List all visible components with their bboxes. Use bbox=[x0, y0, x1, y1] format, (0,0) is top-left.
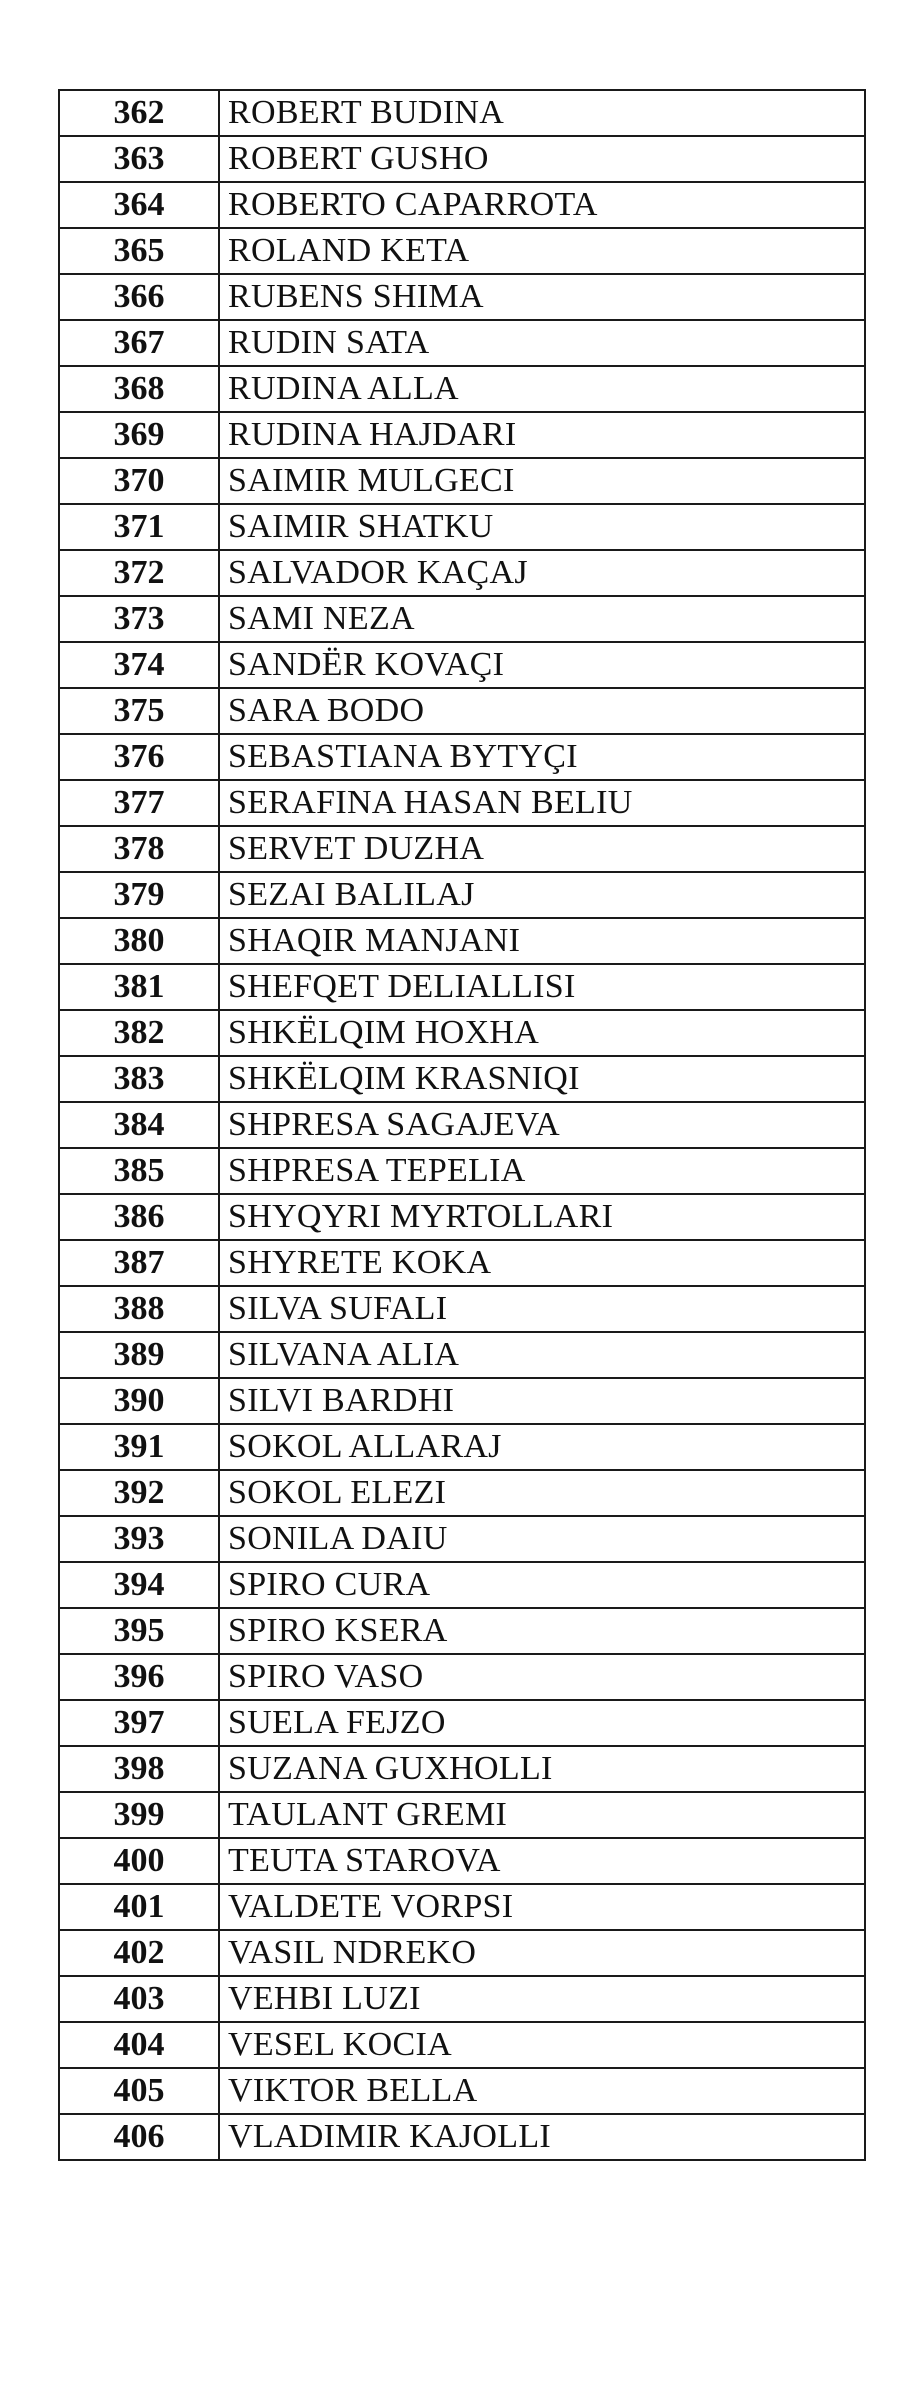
table-row bbox=[59, 1470, 865, 1516]
row-name: SAIMIR MULGECI bbox=[219, 458, 865, 504]
row-number: 374 bbox=[59, 642, 219, 688]
row-name: SUZANA GUXHOLLI bbox=[219, 1746, 865, 1792]
row-number: 370 bbox=[59, 458, 219, 504]
row-name: VALDETE VORPSI bbox=[219, 1884, 865, 1930]
row-number: 395 bbox=[59, 1608, 219, 1654]
row-name: RUDINA ALLA bbox=[219, 366, 865, 412]
row-name: VESEL KOCIA bbox=[219, 2022, 865, 2068]
table-row bbox=[59, 1654, 865, 1700]
row-name: SILVANA ALIA bbox=[219, 1332, 865, 1378]
row-name: SAMI NEZA bbox=[219, 596, 865, 642]
table-row bbox=[59, 1562, 865, 1608]
document-page bbox=[58, 89, 866, 2161]
table-row bbox=[59, 1700, 865, 1746]
row-name: ROBERTO CAPARROTA bbox=[219, 182, 865, 228]
row-name: SEZAI BALILAJ bbox=[219, 872, 865, 918]
table-row bbox=[59, 1792, 865, 1838]
table-row bbox=[59, 2114, 865, 2160]
row-number: 364 bbox=[59, 182, 219, 228]
row-number: 372 bbox=[59, 550, 219, 596]
row-name: SOKOL ELEZI bbox=[219, 1470, 865, 1516]
table-row bbox=[59, 1516, 865, 1562]
table-row bbox=[59, 918, 865, 964]
table-row bbox=[59, 1930, 865, 1976]
row-number: 391 bbox=[59, 1424, 219, 1470]
table-row bbox=[59, 412, 865, 458]
row-number: 386 bbox=[59, 1194, 219, 1240]
row-number: 387 bbox=[59, 1240, 219, 1286]
row-number: 367 bbox=[59, 320, 219, 366]
row-number: 405 bbox=[59, 2068, 219, 2114]
table-row bbox=[59, 458, 865, 504]
table-row bbox=[59, 1976, 865, 2022]
row-number: 389 bbox=[59, 1332, 219, 1378]
table-row bbox=[59, 274, 865, 320]
table-row bbox=[59, 688, 865, 734]
row-name: SOKOL ALLARAJ bbox=[219, 1424, 865, 1470]
row-number: 392 bbox=[59, 1470, 219, 1516]
row-number: 404 bbox=[59, 2022, 219, 2068]
table-row bbox=[59, 550, 865, 596]
row-name: SHYRETE KOKA bbox=[219, 1240, 865, 1286]
row-name: SPIRO KSERA bbox=[219, 1608, 865, 1654]
names-table-body bbox=[59, 90, 865, 2160]
table-row bbox=[59, 1102, 865, 1148]
row-number: 400 bbox=[59, 1838, 219, 1884]
row-name: SERAFINA HASAN BELIU bbox=[219, 780, 865, 826]
row-number: 388 bbox=[59, 1286, 219, 1332]
row-name: SONILA DAIU bbox=[219, 1516, 865, 1562]
row-name: SARA BODO bbox=[219, 688, 865, 734]
row-name: SPIRO CURA bbox=[219, 1562, 865, 1608]
row-name: SHAQIR MANJANI bbox=[219, 918, 865, 964]
table-row bbox=[59, 320, 865, 366]
table-row bbox=[59, 1194, 865, 1240]
table-row bbox=[59, 1332, 865, 1378]
table-row bbox=[59, 642, 865, 688]
row-number: 369 bbox=[59, 412, 219, 458]
row-name: TAULANT GREMI bbox=[219, 1792, 865, 1838]
table-row bbox=[59, 1884, 865, 1930]
row-name: SHEFQET DELIALLISI bbox=[219, 964, 865, 1010]
row-name: RUBENS SHIMA bbox=[219, 274, 865, 320]
table-row bbox=[59, 182, 865, 228]
row-name: SUELA FEJZO bbox=[219, 1700, 865, 1746]
row-number: 378 bbox=[59, 826, 219, 872]
table-row bbox=[59, 228, 865, 274]
row-number: 402 bbox=[59, 1930, 219, 1976]
row-number: 381 bbox=[59, 964, 219, 1010]
row-name: VIKTOR BELLA bbox=[219, 2068, 865, 2114]
row-number: 371 bbox=[59, 504, 219, 550]
row-name: SALVADOR KAÇAJ bbox=[219, 550, 865, 596]
row-number: 399 bbox=[59, 1792, 219, 1838]
row-name: VASIL NDREKO bbox=[219, 1930, 865, 1976]
row-name: ROLAND KETA bbox=[219, 228, 865, 274]
table-row bbox=[59, 872, 865, 918]
row-number: 380 bbox=[59, 918, 219, 964]
row-name: SERVET DUZHA bbox=[219, 826, 865, 872]
row-number: 377 bbox=[59, 780, 219, 826]
row-number: 406 bbox=[59, 2114, 219, 2160]
table-row bbox=[59, 1424, 865, 1470]
row-number: 403 bbox=[59, 1976, 219, 2022]
table-row bbox=[59, 780, 865, 826]
row-name: SILVI BARDHI bbox=[219, 1378, 865, 1424]
row-number: 397 bbox=[59, 1700, 219, 1746]
row-name: SILVA SUFALI bbox=[219, 1286, 865, 1332]
row-number: 384 bbox=[59, 1102, 219, 1148]
table-row bbox=[59, 1378, 865, 1424]
row-name: ROBERT BUDINA bbox=[219, 90, 865, 136]
table-row bbox=[59, 366, 865, 412]
table-row bbox=[59, 504, 865, 550]
row-number: 398 bbox=[59, 1746, 219, 1792]
row-name: VEHBI LUZI bbox=[219, 1976, 865, 2022]
row-number: 376 bbox=[59, 734, 219, 780]
row-number: 365 bbox=[59, 228, 219, 274]
row-name: SHKËLQIM KRASNIQI bbox=[219, 1056, 865, 1102]
row-name: ROBERT GUSHO bbox=[219, 136, 865, 182]
table-row bbox=[59, 826, 865, 872]
table-row bbox=[59, 734, 865, 780]
table-row bbox=[59, 1608, 865, 1654]
row-name: TEUTA STAROVA bbox=[219, 1838, 865, 1884]
row-number: 390 bbox=[59, 1378, 219, 1424]
row-name: RUDINA HAJDARI bbox=[219, 412, 865, 458]
row-name: SHPRESA TEPELIA bbox=[219, 1148, 865, 1194]
row-number: 394 bbox=[59, 1562, 219, 1608]
row-number: 396 bbox=[59, 1654, 219, 1700]
row-name: SHKËLQIM HOXHA bbox=[219, 1010, 865, 1056]
row-number: 362 bbox=[59, 90, 219, 136]
row-name: SAIMIR SHATKU bbox=[219, 504, 865, 550]
row-number: 393 bbox=[59, 1516, 219, 1562]
row-number: 401 bbox=[59, 1884, 219, 1930]
row-number: 375 bbox=[59, 688, 219, 734]
table-row bbox=[59, 1286, 865, 1332]
row-name: SPIRO VASO bbox=[219, 1654, 865, 1700]
table-row bbox=[59, 2022, 865, 2068]
table-row bbox=[59, 1838, 865, 1884]
row-number: 363 bbox=[59, 136, 219, 182]
row-number: 383 bbox=[59, 1056, 219, 1102]
row-number: 373 bbox=[59, 596, 219, 642]
row-name: RUDIN SATA bbox=[219, 320, 865, 366]
table-row bbox=[59, 90, 865, 136]
table-row bbox=[59, 596, 865, 642]
row-name: SHYQYRI MYRTOLLARI bbox=[219, 1194, 865, 1240]
table-row bbox=[59, 1056, 865, 1102]
row-name: VLADIMIR KAJOLLI bbox=[219, 2114, 865, 2160]
table-row bbox=[59, 136, 865, 182]
names-table bbox=[58, 89, 866, 2161]
table-row bbox=[59, 1148, 865, 1194]
table-row bbox=[59, 964, 865, 1010]
table-row bbox=[59, 1240, 865, 1286]
table-row bbox=[59, 2068, 865, 2114]
table-row bbox=[59, 1746, 865, 1792]
table-row bbox=[59, 1010, 865, 1056]
row-number: 385 bbox=[59, 1148, 219, 1194]
row-name: SEBASTIANA BYTYÇI bbox=[219, 734, 865, 780]
row-name: SHPRESA SAGAJEVA bbox=[219, 1102, 865, 1148]
row-number: 379 bbox=[59, 872, 219, 918]
row-number: 366 bbox=[59, 274, 219, 320]
row-number: 382 bbox=[59, 1010, 219, 1056]
row-name: SANDËR KOVAÇI bbox=[219, 642, 865, 688]
row-number: 368 bbox=[59, 366, 219, 412]
